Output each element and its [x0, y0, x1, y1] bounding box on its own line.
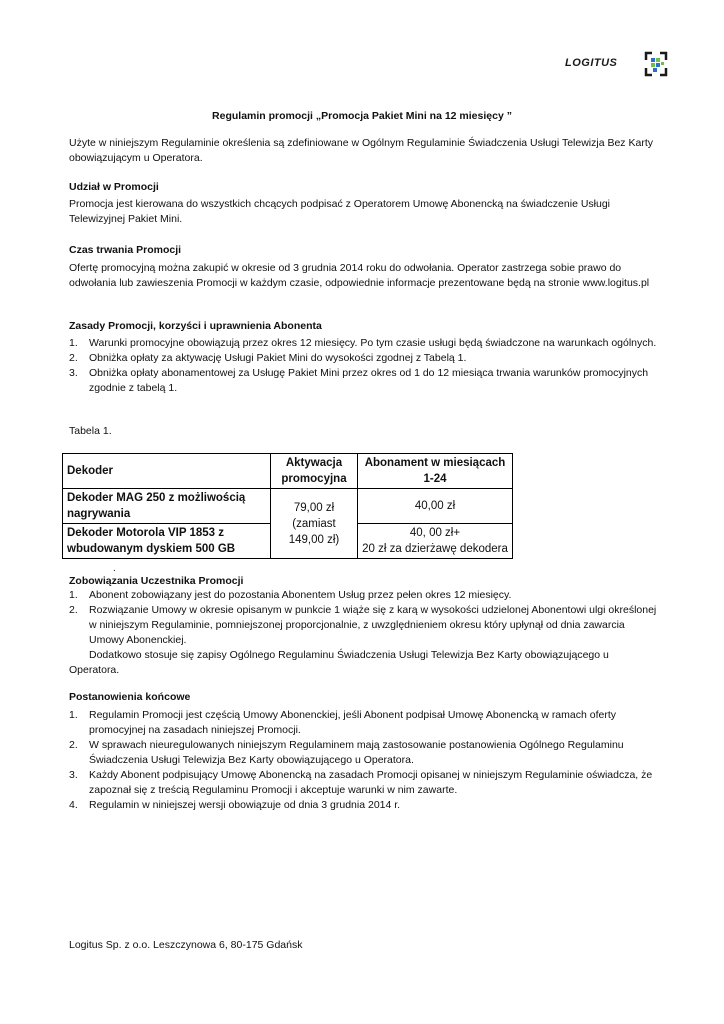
list-item	[69, 798, 659, 813]
decoder-table	[62, 453, 513, 559]
table-cell-decoder: Dekoder MAG 250 z możliwością nagrywania	[63, 489, 271, 524]
table-header-cell: Aktywacja promocyjna	[271, 454, 358, 489]
table-cell-abonament	[358, 524, 513, 559]
list-text: Obniżka opłaty abonamentowej za Usługę Pakiet Mini przez okres od 1 do 12 miesiąca trwania warunków promocyjnych zgodnie z tabelą 1.	[89, 367, 649, 394]
table-row	[63, 489, 513, 524]
aktywacja-price: 79,00 zł	[293, 501, 335, 514]
logo-text: LOGITUS	[565, 57, 618, 69]
list-number: 2.	[69, 739, 78, 751]
list-item	[69, 708, 659, 738]
list-number: 1.	[69, 337, 78, 349]
list-item	[69, 738, 659, 768]
section-heading-koncowe: Postanowienia końcowe	[69, 691, 191, 703]
section-heading-czas: Czas trwania Promocji	[69, 244, 182, 256]
list-text: Regulamin w niniejszej wersji obowiązuje od dnia 3 grudnia 2014 r.	[89, 799, 401, 811]
list-text: Każdy Abonent podpisujący Umowę Abonencką na zasadach Promocji opisanej w niniejszym Regulaminie oświadcza, że zapoznał się z treścią Regulaminu Promocji i akceptuje warunki w nim zawarte.	[89, 769, 653, 796]
aktywacja-note: (zamiast	[292, 517, 336, 530]
table-header-row	[63, 454, 513, 489]
abonament-rental: 20 zł za dzierżawę dekodera	[362, 543, 508, 555]
list-number: 4.	[69, 799, 78, 811]
document-title: Regulamin promocji „Promocja Pakiet Mini na 12 miesięcy ”	[212, 110, 512, 122]
list-item	[69, 351, 659, 366]
list-text: Rozwiązanie Umowy w okresie opisanym w punkcie 1 wiąże się z karą w wysokości udzielonej Abonentowi ulgi określonej w niniejszym Regulaminie, pomniejszonej proporcjonalnie, z uwzględnieniem okresu który upłynął od dnia zawarcia Umowy Abonenckiej.	[89, 604, 657, 646]
intro-paragraph: Użyte w niniejszym Regulaminie określenia są zdefiniowane w Ogólnym Regulaminie Świadczenia Usługi Telewizja Bez Karty obowiązującym u Operatora.	[69, 137, 653, 164]
list-text: Abonent zobowiązany jest do pozostania Abonentem Usług przez pełen okres 12 miesięcy.	[89, 589, 512, 601]
table-cell-decoder: Dekoder Motorola VIP 1853 z wbudowanym dyskiem 500 GB	[63, 524, 271, 559]
udzial-paragraph: Promocja jest kierowana do wszystkich chcących podpisać z Operatorem Umowę Abonencką na świadczenie Usługi Telewizyjnej Pakiet Mini.	[69, 198, 611, 225]
list-text: W sprawach nieuregulowanych niniejszym Regulaminem mają zastosowanie postanowienia Ogólnego Regulaminu Świadczenia Usługi Telewizja Bez Karty obowiązującego u Operatora.	[89, 739, 624, 766]
stray-dot: .	[113, 563, 116, 574]
zasady-list	[69, 336, 659, 396]
list-text: Warunki promocyjne obowiązują przez okres 12 miesięcy. Po tym czasie usługi będą świadczone na warunkach ogólnych.	[89, 337, 657, 349]
aktywacja-old-price: 149,00 zł)	[288, 533, 340, 546]
list-text: Regulamin Promocji jest częścią Umowy Abonenckiej, jeśli Abonent podpisał Umowę Abonencką w ramach oferty promocyjnej na zasadach niniejszej Promocji.	[89, 709, 617, 736]
abonament-price: 40, 00 zł+	[409, 527, 461, 539]
list-number: 2.	[69, 604, 78, 616]
list-number: 3.	[69, 769, 78, 781]
table-header-cell: Dekoder	[63, 454, 271, 489]
list-item-continuation	[69, 648, 659, 663]
table-header-cell: Abonament w miesiącach 1-24	[358, 454, 513, 489]
footer-address: Logitus Sp. z o.o. Leszczynowa 6, 80-175 Gdańsk	[69, 939, 303, 951]
list-item	[69, 768, 659, 798]
section-heading-zobowiazania: Zobowiązania Uczestnika Promocji	[69, 575, 244, 587]
list-item	[69, 588, 659, 603]
logitus-bracket-logo-icon	[643, 50, 669, 78]
list-number: 2.	[69, 352, 78, 364]
operatora-line: Operatora.	[69, 664, 120, 676]
list-item	[69, 336, 659, 351]
list-text: Obniżka opłaty za aktywację Usługi Pakiet Mini do wysokości zgodnej z Tabelą 1.	[89, 352, 467, 364]
list-number: 3.	[69, 367, 78, 379]
logitus-logo	[565, 50, 670, 80]
koncowe-list	[69, 708, 659, 813]
list-text: Dodatkowo stosuje się zapisy Ogólnego Regulaminu Świadczenia Usługi Telewizja Bez Karty obowiązującego u	[89, 649, 609, 661]
table-cell-abonament: 40,00 zł	[358, 489, 513, 524]
section-heading-udzial: Udział w Promocji	[69, 181, 159, 193]
zobowiazania-list	[69, 588, 659, 663]
table-cell-aktywacja	[271, 489, 358, 559]
list-number: 1.	[69, 709, 78, 721]
czas-paragraph: Ofertę promocyjną można zakupić w okresie od 3 grudnia 2014 roku do odwołania. Operator zastrzega sobie prawo do odwołania lub zawieszenia Promocji w każdym czasie, odpowiednie informacje prezentowane będą na stronie www.logitus.pl	[69, 262, 650, 289]
section-heading-zasady: Zasady Promocji, korzyści i uprawnienia Abonenta	[69, 320, 322, 332]
list-number: 1.	[69, 589, 78, 601]
list-item	[69, 366, 659, 396]
list-item	[69, 603, 659, 648]
table-caption: Tabela 1.	[69, 425, 112, 437]
